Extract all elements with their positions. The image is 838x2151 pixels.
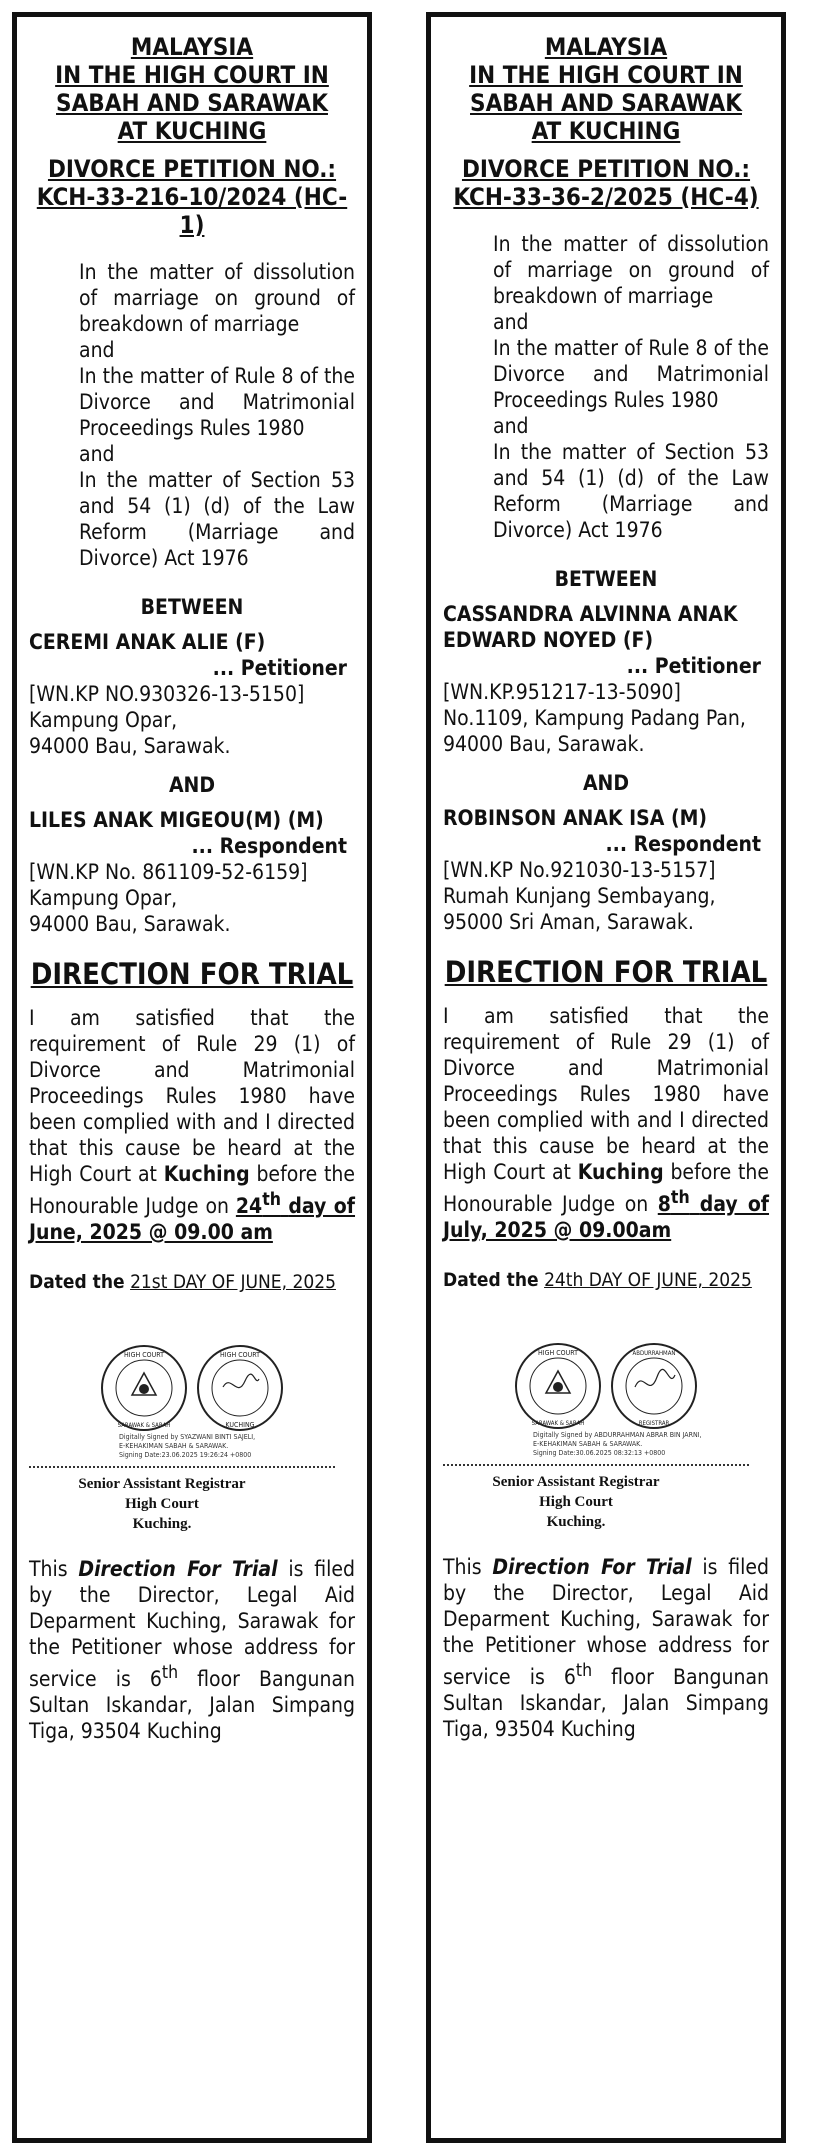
petitioner-address-line: No.1109, Kampung Padang Pan, [443,706,746,730]
petition-number: KCH-33-216-10/2024 (HC-1) [36,183,348,239]
seals [29,1343,355,1433]
dated-label: Dated the [443,1269,539,1291]
court-place: Kuching [577,1160,664,1184]
respondent-name: LILES ANAK MIGEOU(M) (M) [29,808,324,832]
respondent-block [443,805,769,935]
header-court: IN THE HIGH COURT IN [469,61,743,89]
petition-label: DIVORCE PETITION NO.: [47,155,337,183]
svg-text:HIGH COURT: HIGH COURT [538,1349,578,1357]
matter-item: In the matter of dissolution of marriage on ground of breakdown of marriage [79,260,355,336]
filing-text: This [443,1555,482,1579]
direction-text: I am satisfied that the requirement of Rule 29 (1) of Divorce and Matrimonial Proceedings Rules 1980 have been complied with and I directed that this cause be heard at the High Court at [29,1006,355,1186]
filing-text: floor Bangunan Sultan Iskandar, Jalan Simpang Tiga, 93504 Kuching [443,1665,769,1741]
digital-signature-line: E-KEHAKIMAN SABAH & SARAWAK. [533,1440,643,1448]
respondent-address-line: Kampung Opar, [29,886,178,910]
between-label: BETWEEN [140,595,244,619]
filing-text: floor Bangunan Sultan Iskandar, Jalan Simpang Tiga, 93504 Kuching [29,1667,355,1743]
header-location: AT KUCHING [531,117,681,145]
petitioner-address-line: 94000 Bau, Sarawak. [29,734,231,758]
petitioner-block [443,601,769,757]
registrar-court: High Court [539,1494,613,1510]
petition-label: DIVORCE PETITION NO.: [461,155,751,183]
trial-date-rest: day of June, 2025 @ 09.00 am [29,1194,356,1244]
notice-left [12,12,372,2143]
matter-connector: and [79,338,115,362]
header-location: AT KUCHING [117,117,267,145]
svg-text:HIGH COURT: HIGH COURT [124,1351,164,1359]
trial-day: 24 [235,1194,263,1218]
dated-line [29,1271,355,1293]
court-place: Kuching [163,1162,250,1186]
direction-text: before the Honourable Judge on [29,1162,356,1218]
petitioner-role: ... Petitioner [626,654,761,678]
matter-item: In the matter of Rule 8 of the Divorce and Matrimonial Proceedings Rules 1980 [493,336,769,412]
dated-line [443,1269,769,1291]
floor-suffix: th [575,1661,593,1681]
direction-title: DIRECTION FOR TRIAL [30,957,354,991]
direction-text: I am satisfied that the requirement of Rule 29 (1) of Divorce and Matrimonial Proceedings Rules 1980 have been complied with and I directed that this cause be heard at the High Court at [443,1004,769,1184]
svg-text:REGISTRAR: REGISTRAR [638,1420,670,1427]
signature-line [29,1466,335,1468]
seals [443,1341,769,1431]
matter-connector: and [79,442,115,466]
filing-text: is filed by the Director, Legal Aid Deparment Kuching, Sarawak for the Petitioner whose address for service is 6 [443,1555,770,1689]
trial-day-suffix: th [262,1190,281,1210]
respondent-ic: [WN.KP No. 861109-52-6159] [29,860,308,884]
digital-signature-line: Signing Date:23.06.2025 19:26:24 +0800 [119,1451,252,1459]
respondent-address-line: 95000 Sri Aman, Sarawak. [443,910,694,934]
digital-signature-line: Digitally Signed by ABDURRAHMAN ABRAR BIN JARNI, [533,1431,702,1439]
registrar-title: Senior Assistant Registrar [78,1476,246,1492]
trial-day: 8 [657,1192,671,1216]
between-label: BETWEEN [554,567,658,591]
filing-note [443,1554,769,1742]
header-region: SABAH AND SARAWAK [470,89,742,117]
matter-item: In the matter of Section 53 and 54 (1) (d) of the Law Reform (Marriage and Divorce) Act 1976 [79,468,355,570]
registrar-title: Senior Assistant Registrar [492,1474,660,1490]
matter-connector: and [493,310,529,334]
and-label: AND [168,773,216,797]
petitioner-role: ... Petitioner [212,656,347,680]
svg-text:SARAWAK & SABAH: SARAWAK & SABAH [531,1420,585,1427]
respondent-block [29,807,355,937]
registrar-seal-icon [195,1343,285,1433]
direction-title: DIRECTION FOR TRIAL [444,955,768,989]
respondent-address-line: 94000 Bau, Sarawak. [29,912,231,936]
registrar-block [29,1474,295,1534]
notice-right [426,12,786,2143]
respondent-address-line: Rumah Kunjang Sembayang, [443,884,716,908]
respondent-role: ... Respondent [191,834,347,858]
respondent-role: ... Respondent [605,832,761,856]
trial-day-suffix: th [670,1188,690,1208]
petitioner-name: CEREMI ANAK ALIE (F) [29,630,266,654]
matter-item: In the matter of Rule 8 of the Divorce and Matrimonial Proceedings Rules 1980 [79,364,355,440]
matter-item: In the matter of Section 53 and 54 (1) (d) of the Law Reform (Marriage and Divorce) Act 1976 [493,440,769,542]
and-label: AND [582,771,630,795]
registrar-block [443,1472,709,1532]
dated-label: Dated the [29,1271,125,1293]
direction-body [443,1003,769,1243]
registrar-seal-icon [609,1341,699,1431]
header-region: SABAH AND SARAWAK [56,89,328,117]
petitioner-address-line: Kampung Opar, [29,708,178,732]
filing-text: is filed by the Director, Legal Aid Deparment Kuching, Sarawak for the Petitioner whose address for service is 6 [29,1557,356,1691]
petitioner-ic: [WN.KP NO.930326-13-5150] [29,682,305,706]
filing-document: Direction For Trial [78,1557,278,1581]
matter-item: In the matter of dissolution of marriage on ground of breakdown of marriage [493,232,769,308]
trial-date-rest: day of July, 2025 @ 09.00am [443,1192,770,1242]
digital-signature-line: E-KEHAKIMAN SABAH & SARAWAK. [119,1442,229,1450]
header-court: IN THE HIGH COURT IN [55,61,329,89]
petitioner-block [29,629,355,759]
petition-number: KCH-33-36-2/2025 (HC-4) [453,183,759,211]
matter-block [493,231,769,543]
filing-document: Direction For Trial [492,1555,692,1579]
matter-block [79,259,355,571]
petitioner-name: CASSANDRA ALVINNA ANAK EDWARD NOYED (F) [443,602,738,652]
digital-signature-line: Digitally Signed by SYAZWANI BINTI SAJELI, [119,1433,256,1441]
direction-text: before the Honourable Judge on [443,1160,770,1216]
registrar-place: Kuching. [546,1514,606,1530]
dated-value: 21st DAY OF JUNE, 2025 [130,1271,336,1293]
matter-connector: and [493,414,529,438]
header-country: MALAYSIA [544,33,668,61]
filing-note [29,1556,355,1744]
filing-text: This [29,1557,68,1581]
court-seal-icon [99,1343,189,1433]
petitioner-address-line: 94000 Bau, Sarawak. [443,732,645,756]
direction-body [29,1005,355,1245]
digital-signature-line: Signing Date:30.06.2025 08:32:13 +0800 [533,1449,666,1457]
court-seal-icon [513,1341,603,1431]
svg-text:HIGH COURT: HIGH COURT [220,1351,260,1359]
dated-value: 24th DAY OF JUNE, 2025 [544,1269,752,1291]
svg-text:ABDURRAHMAN: ABDURRAHMAN [632,1350,676,1357]
respondent-ic: [WN.KP No.921030-13-5157] [443,858,716,882]
respondent-name: ROBINSON ANAK ISA (M) [443,806,708,830]
floor-suffix: th [161,1663,179,1683]
petitioner-ic: [WN.KP.951217-13-5090] [443,680,681,704]
signature-line [443,1464,749,1466]
digital-signature [119,1433,355,1460]
svg-text:SARAWAK & SABAH: SARAWAK & SABAH [117,1422,171,1429]
registrar-court: High Court [125,1496,199,1512]
registrar-place: Kuching. [132,1516,192,1532]
digital-signature [533,1431,769,1458]
header-country: MALAYSIA [130,33,254,61]
svg-text:KUCHING: KUCHING [225,1421,255,1429]
